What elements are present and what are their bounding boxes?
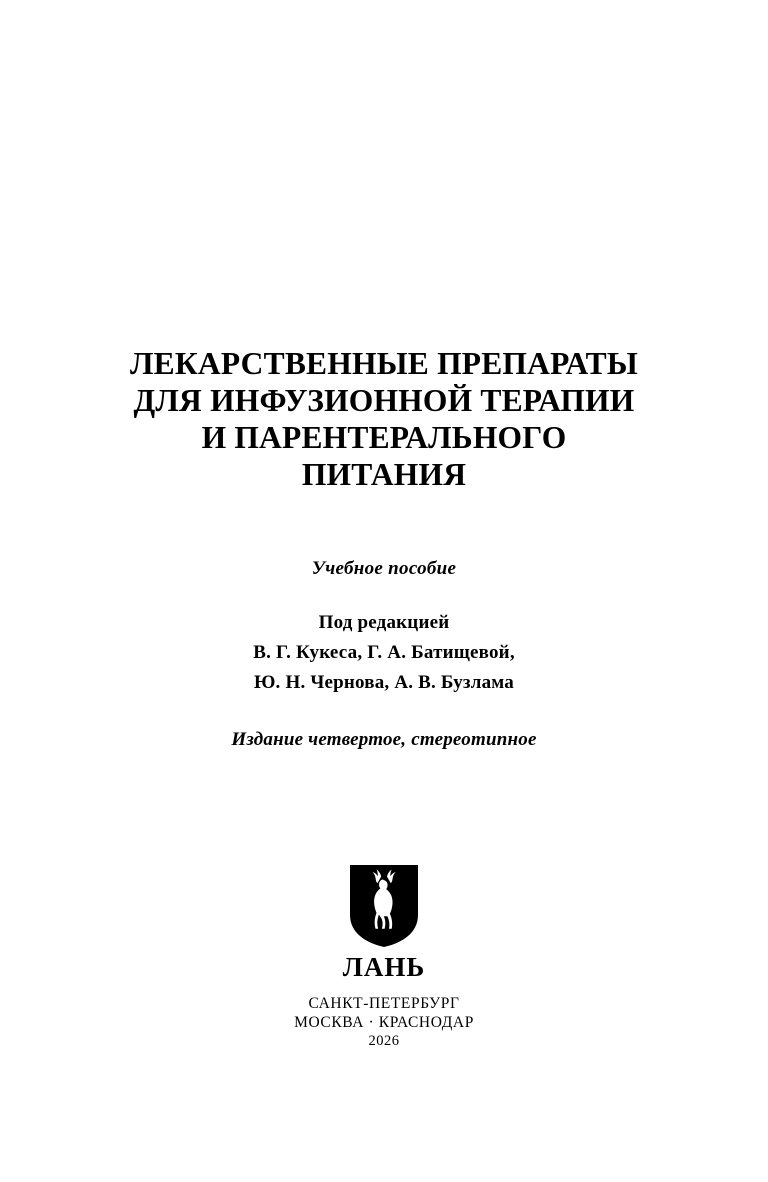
page-title [74, 345, 694, 493]
imprint-city-line-1: САНКТ-ПЕТЕРБУРГ [308, 995, 460, 1012]
title-line-4: ПИТАНИЯ [301, 457, 467, 492]
title-line-3: И ПАРЕНТЕРАЛЬНОГО [201, 420, 567, 455]
editor-names-line-2: Ю. Н. Чернова, А. В. Бузлама [253, 672, 515, 693]
subtitle: Учебное пособие [311, 558, 457, 579]
imprint-year: 2026 [368, 1033, 400, 1049]
editor-names-line-1: В. Г. Кукеса, Г. А. Батищевой, [253, 642, 515, 663]
imprint-city-line-2: МОСКВА · КРАСНОДАР [294, 1014, 474, 1031]
edition-statement: Издание четвертое, стереотипное [231, 729, 537, 750]
editors-lead: Под редакцией [318, 612, 450, 633]
publisher-wordmark: ЛАНЬ [342, 952, 426, 982]
title-line-2: ДЛЯ ИНФУЗИОННОЙ ТЕРАПИИ [133, 383, 635, 418]
imprint [294, 994, 474, 1051]
title-line-1: ЛЕКАРСТВЕННЫЕ ПРЕПАРАТЫ [129, 346, 639, 381]
publisher-logo [343, 863, 425, 981]
editors-block [253, 608, 515, 698]
deer-shield-logo-icon [348, 863, 420, 949]
